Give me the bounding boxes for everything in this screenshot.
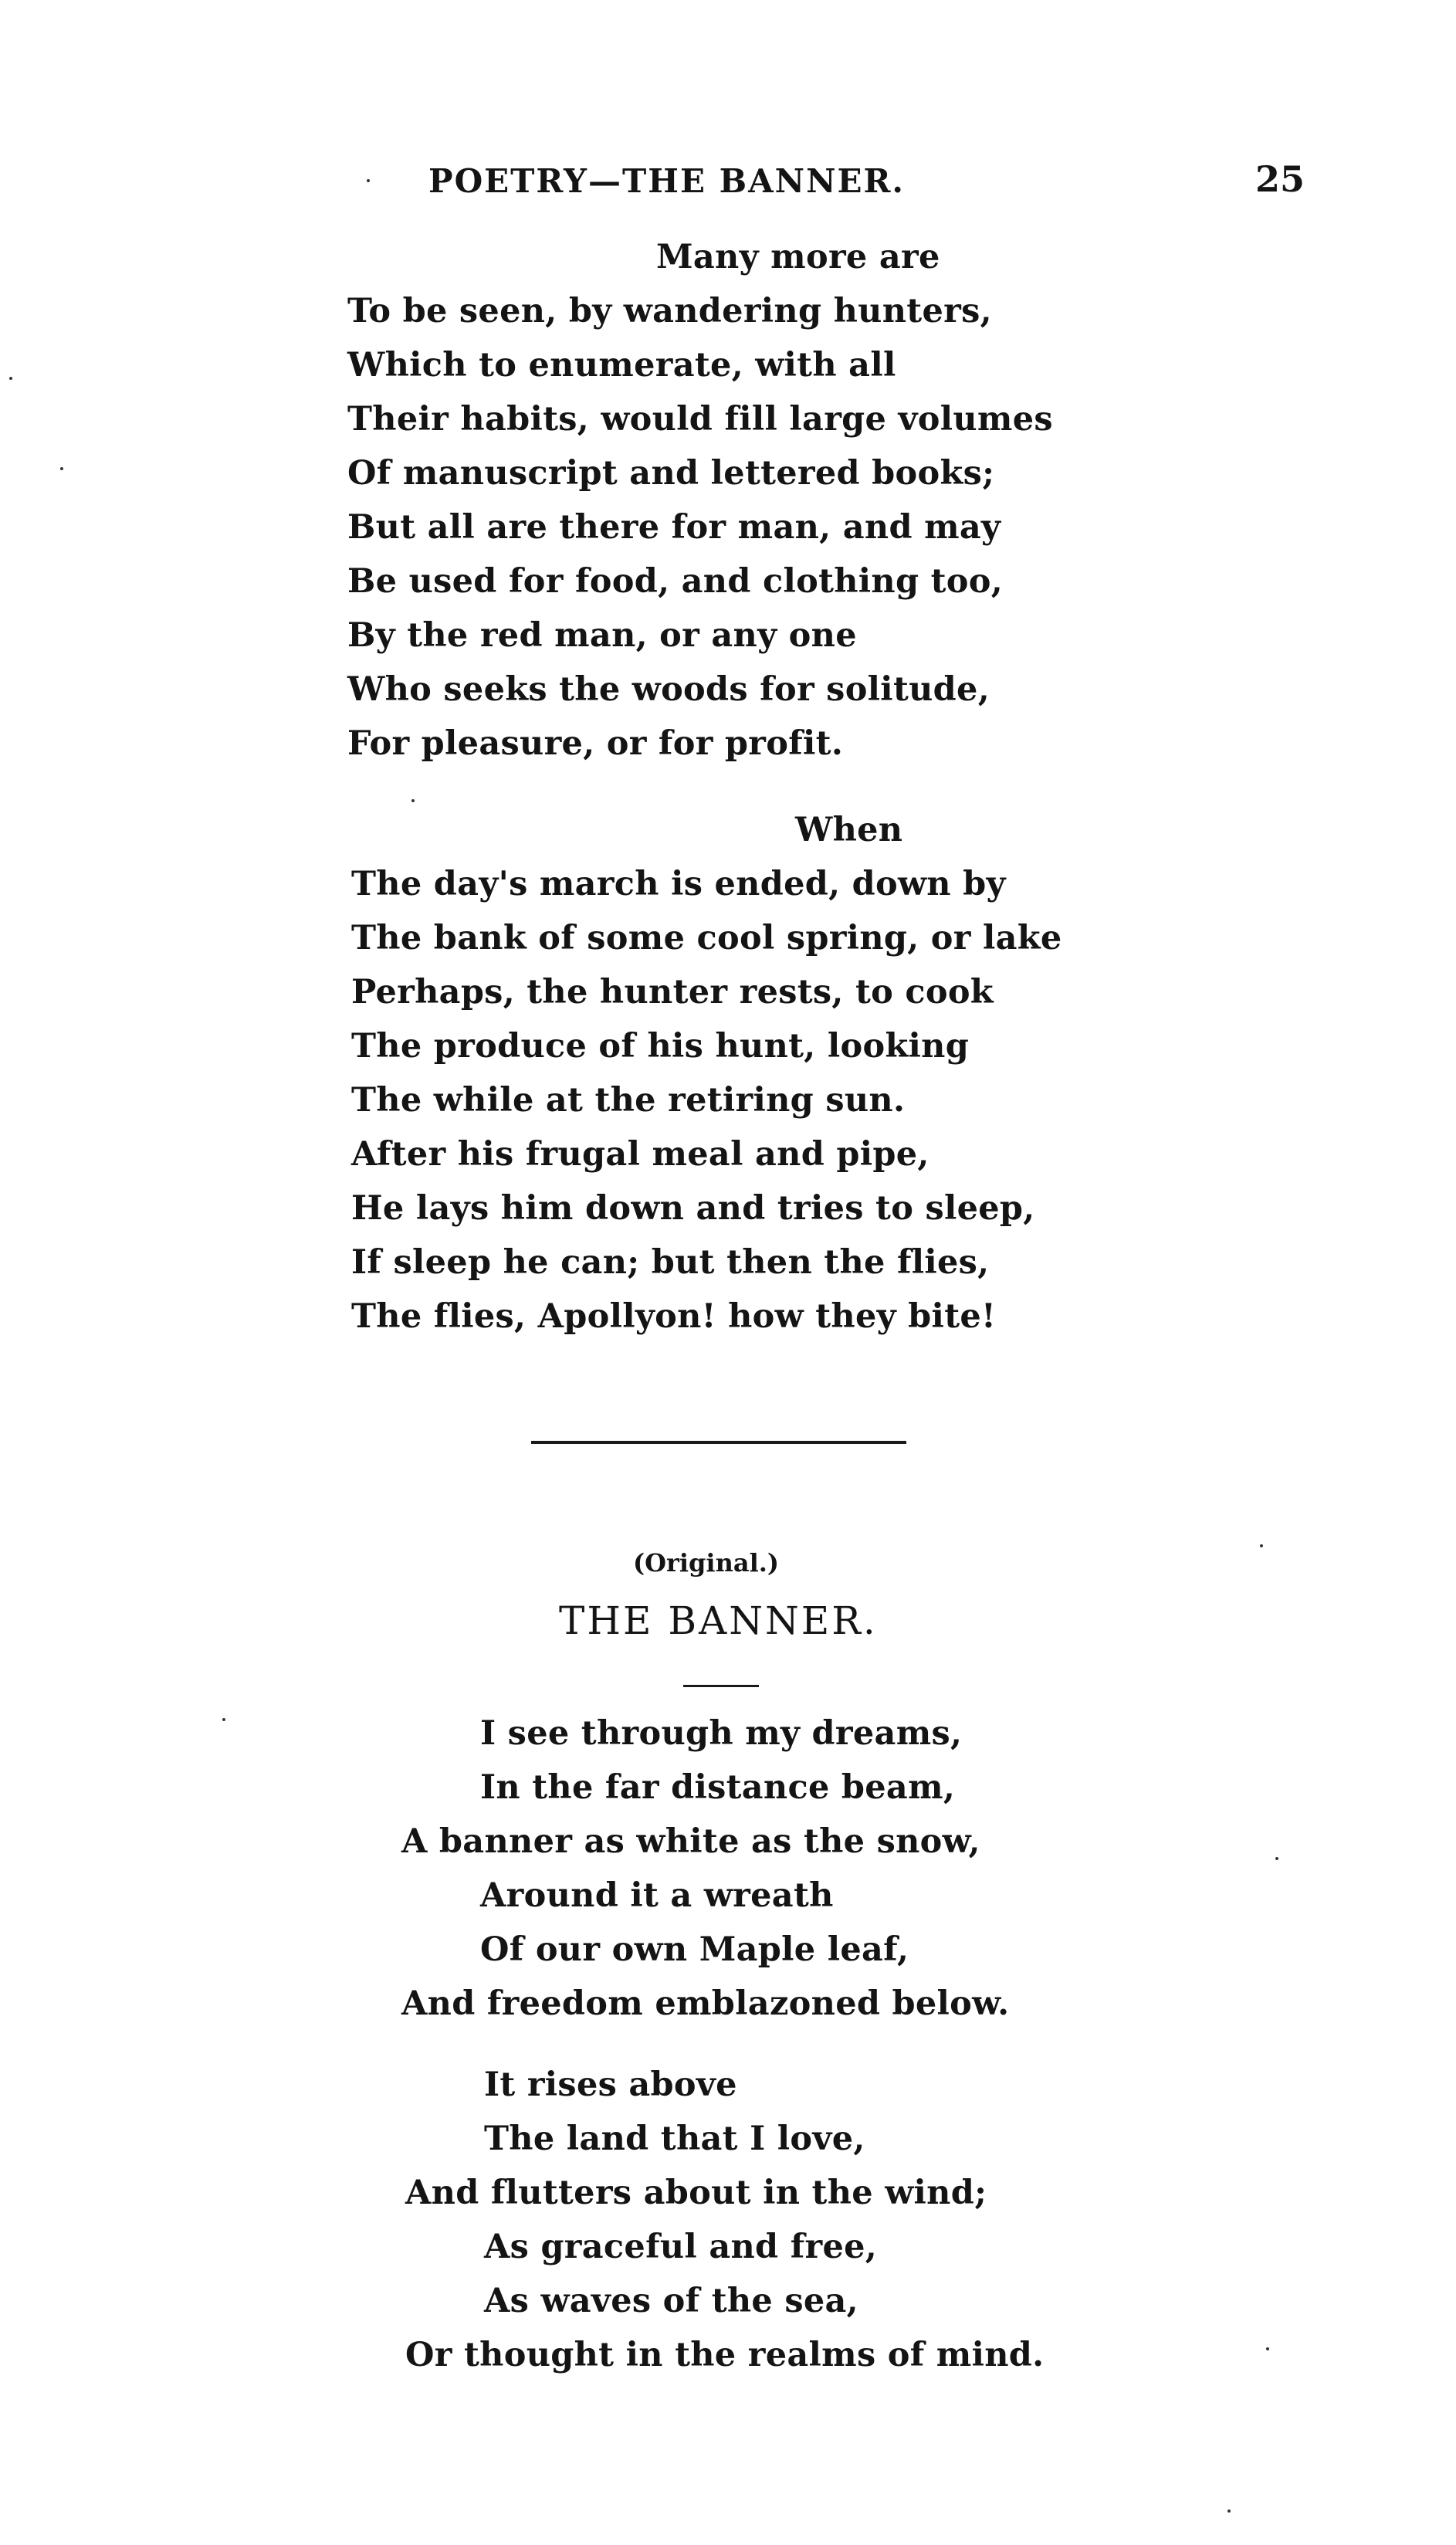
poem1-line: Which to enumerate, with all (347, 346, 896, 385)
section-divider (531, 1441, 906, 1444)
poem1-line: Of manuscript and lettered books; (347, 454, 995, 493)
poem1-line: But all are there for man, and may (347, 508, 1001, 547)
poem1-line: The produce of his hunt, looking (351, 1027, 970, 1066)
poem2-line: I see through my dreams, (480, 1714, 963, 1753)
poem1-line: The day's march is ended, down by (351, 865, 1006, 903)
poem1-line: By the red man, or any one (347, 616, 857, 655)
poem2-line: In the far distance beam, (480, 1768, 956, 1807)
poem1-line: The while at the retiring sun. (351, 1081, 906, 1120)
poem2-line: Around it a wreath (480, 1876, 834, 1915)
poem1-line: When (795, 811, 903, 849)
poem1-line: Many more are (656, 238, 940, 276)
poem2-line: And freedom emblazoned below. (401, 1984, 1010, 2023)
poem2-line: The land that I love, (484, 2120, 865, 2158)
scan-speck (9, 377, 12, 380)
poem1-line: Perhaps, the hunter rests, to cook (351, 973, 994, 1012)
poem2-line: Of our own Maple leaf, (480, 1930, 909, 1969)
scan-speck (367, 179, 370, 182)
scan-speck (1260, 1544, 1263, 1547)
scan-speck (1227, 2509, 1231, 2513)
poem2-line: As graceful and free, (484, 2228, 878, 2266)
poem1-line: He lays him down and tries to sleep, (351, 1189, 1035, 1228)
poem1-line: The bank of some cool spring, or lake (351, 919, 1062, 957)
original-label: (Original.) (633, 1548, 779, 1577)
poem1-line: The flies, Apollyon! how they bite! (351, 1297, 997, 1336)
scan-speck (1275, 1857, 1278, 1860)
scan-speck (411, 799, 415, 802)
poem1-line: If sleep he can; but then the flies, (351, 1243, 990, 1282)
page-number: 25 (1255, 158, 1305, 200)
poem2-line: Or thought in the realms of mind. (405, 2336, 1045, 2374)
poem2-line: And flutters about in the wind; (405, 2174, 987, 2212)
poem2-line: A banner as white as the snow, (401, 1822, 980, 1861)
poem2-line: It rises above (484, 2065, 737, 2104)
scan-speck (222, 1718, 225, 1721)
scan-speck (60, 467, 63, 470)
running-head: POETRY—THE BANNER. (428, 162, 906, 200)
poem-title: THE BANNER. (559, 1598, 878, 1643)
poem1-line: Who seeks the woods for solitude, (347, 670, 990, 709)
poem1-line: After his frugal meal and pipe, (351, 1135, 929, 1174)
poem1-line: To be seen, by wandering hunters, (347, 292, 992, 330)
poem1-line: Their habits, would fill large volumes (347, 400, 1053, 439)
poem1-line: Be used for food, and clothing too, (347, 562, 1004, 601)
poem1-line: For pleasure, or for profit. (347, 724, 844, 763)
scan-speck (1266, 2347, 1269, 2350)
title-rule (683, 1685, 759, 1687)
poem2-line: As waves of the sea, (484, 2282, 858, 2320)
